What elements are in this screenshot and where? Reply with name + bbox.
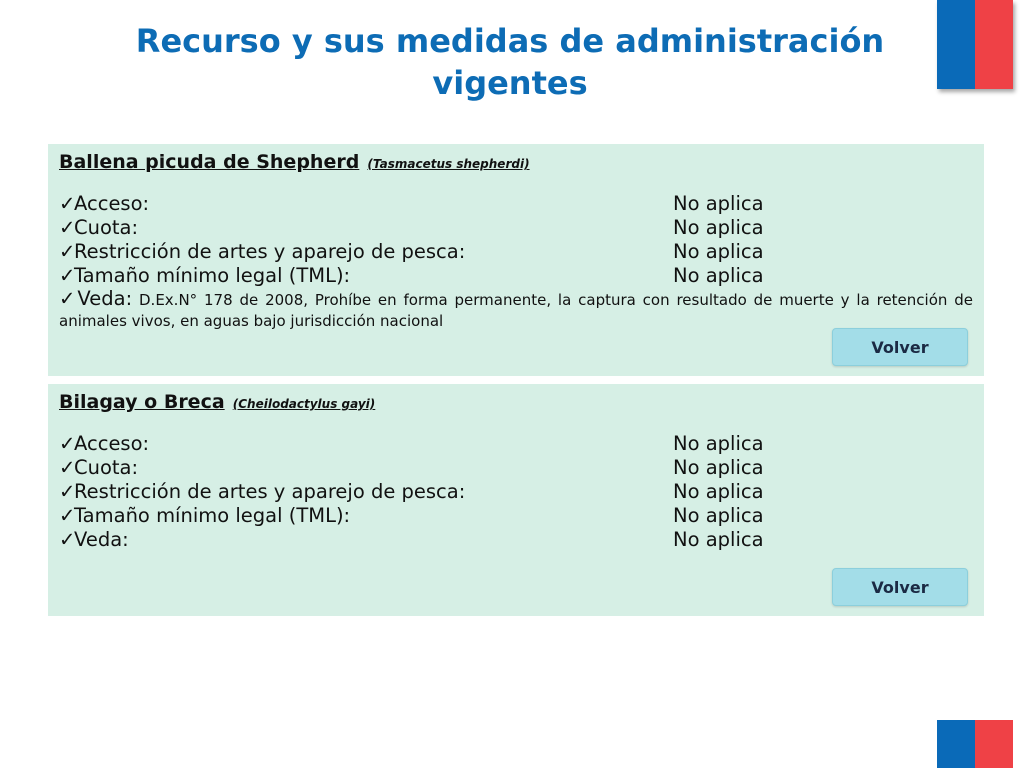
measure-label: Tamaño mínimo legal (TML): [74, 504, 351, 527]
checkmark-icon: ✓ [59, 432, 76, 455]
species-heading [59, 150, 973, 176]
page-title: Recurso y sus medidas de administración vigentes [135, 22, 885, 102]
volver-button[interactable]: Volver [832, 568, 968, 606]
measure-row-veda [59, 528, 973, 552]
checkmark-icon: ✓ [59, 192, 76, 215]
species-common-name: Bilagay o Breca [59, 391, 225, 413]
measure-label: Acceso: [74, 192, 150, 215]
measure-row-cuota [59, 216, 973, 240]
checkmark-icon: ✓ [59, 264, 76, 287]
checkmark-icon: ✓ [59, 216, 76, 239]
measure-value: No aplica [673, 216, 764, 239]
veda-text: D.Ex.N° 178 de 2008, Prohíbe en forma permanente, la captura con resultado de muerte y la retención de animales vivos, en aguas bajo jurisdicción nacional [59, 291, 973, 330]
species-panel-bilagay [48, 384, 984, 616]
measure-label: Tamaño mínimo legal (TML): [74, 264, 351, 287]
measure-row-acceso [59, 192, 973, 216]
measure-value: No aplica [673, 504, 764, 527]
measure-value: No aplica [673, 264, 764, 287]
measure-label: Veda: [74, 528, 129, 551]
measure-label: Acceso: [74, 432, 150, 455]
measure-row-tml [59, 264, 973, 288]
measure-label: Restricción de artes y aparejo de pesca: [74, 480, 466, 503]
species-common-name: Ballena picuda de Shepherd [59, 151, 360, 173]
checkmark-icon: ✓ [59, 504, 76, 527]
measure-value: No aplica [673, 432, 764, 455]
measure-row-acceso [59, 432, 973, 456]
chile-flag-logo-bottom [937, 720, 1013, 768]
measure-row-veda [59, 288, 973, 332]
checkmark-icon: ✓ [59, 240, 76, 263]
measure-value: No aplica [673, 456, 764, 479]
checkmark-icon: ✓ [59, 287, 78, 310]
measure-value: No aplica [673, 192, 764, 215]
measure-label: Restricción de artes y aparejo de pesca: [74, 240, 466, 263]
measure-row-cuota [59, 456, 973, 480]
measure-row-restriccion [59, 240, 973, 264]
species-panel-ballena [48, 144, 984, 376]
checkmark-icon: ✓ [59, 456, 76, 479]
measure-value: No aplica [673, 480, 764, 503]
measure-label: Cuota: [74, 216, 139, 239]
measure-row-tml [59, 504, 973, 528]
checkmark-icon: ✓ [59, 480, 76, 503]
measure-value: No aplica [673, 528, 764, 551]
measure-value: No aplica [673, 240, 764, 263]
checkmark-icon: ✓ [59, 528, 76, 551]
species-heading [59, 390, 973, 416]
measure-label: Cuota: [74, 456, 139, 479]
measure-row-restriccion [59, 480, 973, 504]
volver-button[interactable]: Volver [832, 328, 968, 366]
species-scientific-name: (Cheilodactylus gayi) [232, 397, 376, 411]
veda-label: Veda: [77, 287, 133, 310]
species-scientific-name: (Tasmacetus shepherdi) [367, 157, 530, 171]
